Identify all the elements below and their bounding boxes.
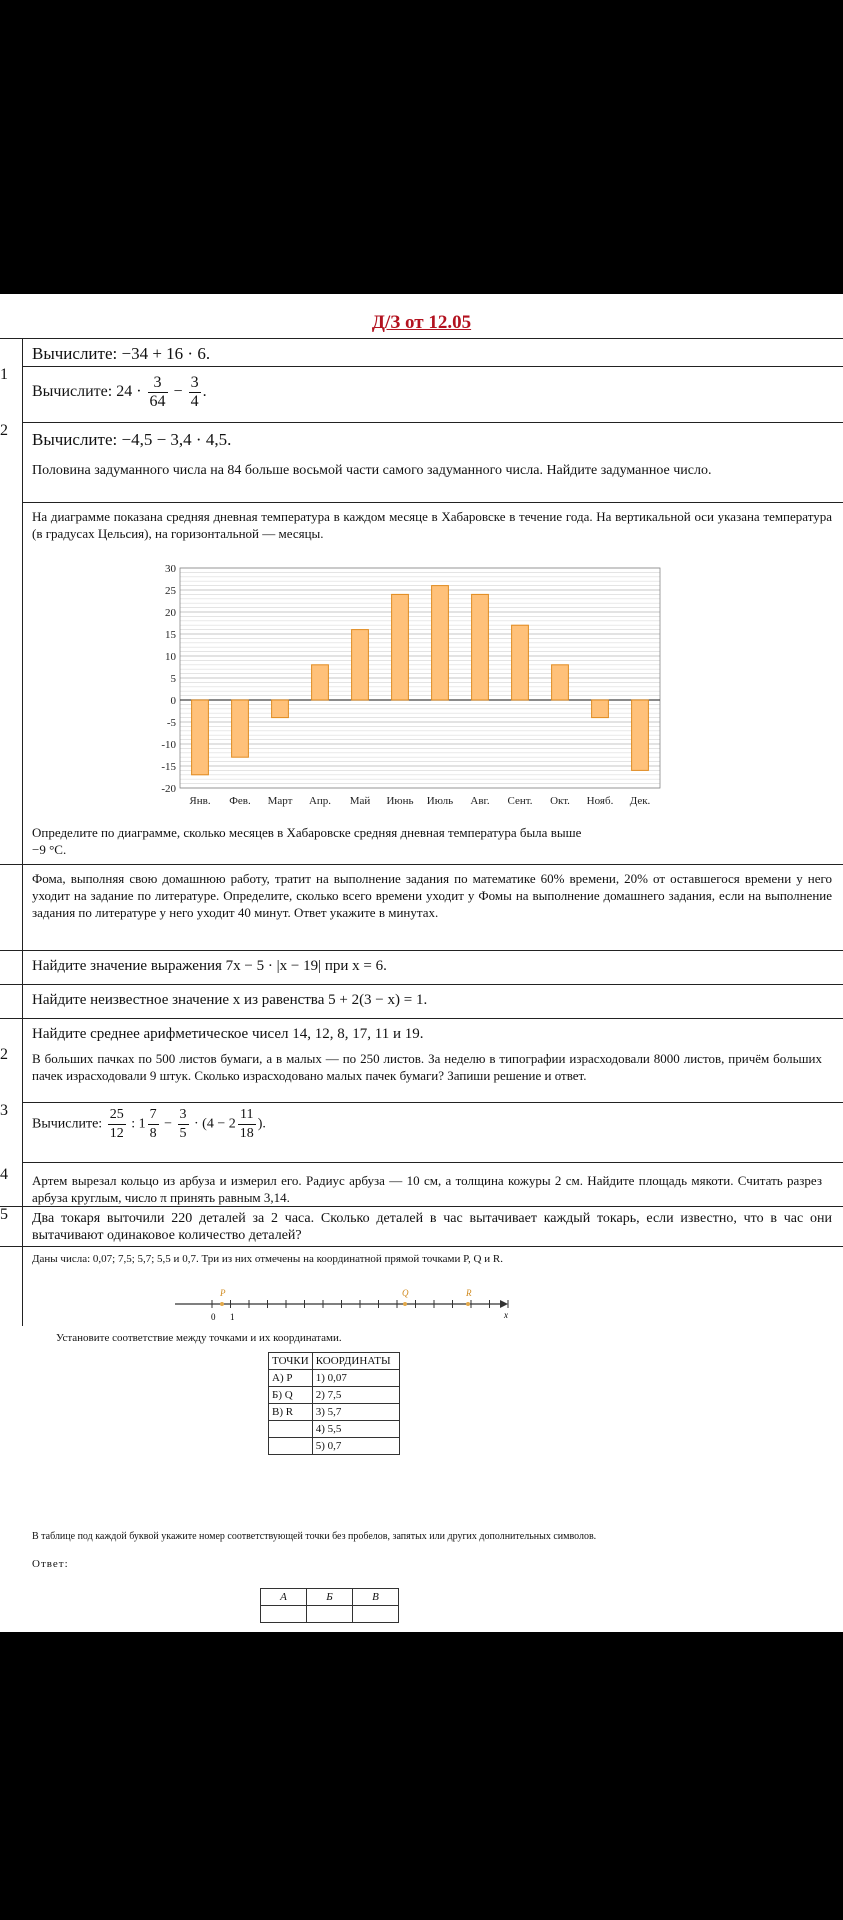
y-tick-label: 10 [165,651,176,663]
bar [392,594,409,700]
x-tick-label: Июнь [386,795,414,807]
bar [472,594,489,700]
bar [312,665,329,700]
bar [352,630,369,700]
task-1-text: Вычислите: −34 + 16 · 6. [32,344,211,363]
fraction: $\frac{7}{8}$ [149,1107,157,1141]
bar [192,700,209,775]
divider [22,1162,843,1163]
x-tick-label: Май [349,795,371,807]
x-axis-label: x [504,1310,508,1320]
divider [22,366,843,367]
task-2-prefix: Вычислите: 24 · [32,383,142,401]
fraction: $\frac{3}{5}$ [179,1107,187,1141]
task-14-note: В таблице под каждой буквой укажите номер соответствующей точки без пробелов, запятых или других дополнительных символов. [32,1531,597,1542]
x-tick-label: Июль [426,795,454,807]
point-p [220,1302,224,1306]
task-7-text: Найдите значение выражения 7x − 5 · |x − 19| при x = 6. [32,958,387,974]
y-tick-label: -5 [166,717,176,729]
task-9-text: Найдите среднее арифметическое чисел 14, 12, 8, 17, 11 и 19. [32,1026,424,1042]
page-title: Д/З от 12.05 [371,312,472,333]
table-row: 4) 5,5 [269,1421,400,1438]
task-3-text: Вычислите: −4,5 − 3,4 · 4,5. [32,430,232,449]
bar [552,665,569,700]
fraction: $\frac{11}{18}$ [239,1107,254,1141]
margin-number: 2 [0,1046,8,1063]
answer-cell-v[interactable] [353,1606,399,1623]
divider [0,338,843,339]
x-tick-label: Дек. [629,795,651,807]
fraction: $\frac{25}{12}$ [109,1107,124,1141]
match-table [268,1352,400,1455]
y-tick-label: 25 [165,585,176,597]
task-8-text: Найдите неизвестное значение x из равенства 5 + 2(3 − x) = 1. [32,992,428,1008]
worksheet-page [0,294,843,1632]
answer-table [260,1588,399,1623]
margin-number: 3 [0,1102,8,1119]
task-5-text: На диаграмме показана средняя дневная температура в каждом месяце в Хабаровске в течение года. На вертикальной оси указана температура (в градусах Цельсия), на горизонтальной — месяцы. [32,509,832,541]
divider [22,502,843,503]
task-14-match: Установите соответствие между точками и их координатами. [56,1332,342,1344]
header-cell: КООРДИНАТЫ [312,1353,399,1370]
number-line [170,1284,510,1324]
fraction: $\frac{3}{64}$ [149,374,166,410]
margin-number: 2 [0,422,8,439]
bar [272,700,289,718]
task-10-text: В больших пачках по 500 листов бумаги, а в малых — по 250 листов. За неделю в типографии израсходовали 8000 листов, причём больших пачек израсходовали 9 штук. Сколько израсходовано малых пачек бумаги? Запиши решение и ответ. [32,1051,822,1083]
divider [22,422,843,423]
y-tick-label: -20 [161,783,176,795]
task-6-text: Фома, выполняя свою домашнюю работу, тратит на выполнение задания по математике 60% времени, 20% от оставшегося времени у него уходит на задание по литературе. Определите, сколько всего времени уходит у Фомы на выполнение домашнего задания, если на выполнение задания по литературе у него уходит 40 минут. Ответ укажите в минутах. [32,871,832,920]
divider [0,984,843,985]
answer-col-a: А [261,1589,307,1606]
answer-label: Ответ: [32,1558,69,1570]
table-row: 5) 0,7 [269,1438,400,1455]
bar [632,700,649,770]
x-tick-label: Апр. [308,795,332,807]
y-tick-label: -15 [161,761,176,773]
task-12-text: Артем вырезал кольцо из арбуза и измерил его. Радиус арбуза — 10 см, а толщина кожуры 2 см. Найдите площадь мякоти. Считать разрез арбуза круглым, число π принять равным 3,14. [32,1173,822,1205]
bar [232,700,249,757]
temperature-chart [30,554,670,824]
y-tick-label: 15 [165,629,176,641]
y-tick-label: 0 [170,695,176,707]
divider [0,1246,843,1247]
divider [0,864,843,865]
margin-rule [22,338,23,1326]
point-q [403,1302,407,1306]
x-tick-label: Фев. [229,795,251,807]
divider [0,1018,843,1019]
x-tick-label: Март [267,795,293,807]
x-tick-label: Авг. [470,795,490,807]
x-tick-label: Янв. [189,795,211,807]
bar [432,586,449,700]
fraction: $\frac{3}{4}$ [190,374,199,410]
answer-col-v: В [353,1589,399,1606]
divider [0,950,843,951]
answer-cell-a[interactable] [261,1606,307,1623]
y-tick-label: 5 [170,673,176,685]
table-row: А) P 1) 0,07 [269,1370,400,1387]
table-row: В) R 3) 5,7 [269,1404,400,1421]
answer-cell-b[interactable] [307,1606,353,1623]
x-tick-label: Сент. [507,795,533,807]
margin-number: 5 [0,1206,8,1223]
task-2-expression: Вычислите: 24 · $\frac{3}{64}$ − $\frac{3}{4}$ . [32,374,207,410]
y-tick-label: 30 [165,563,176,575]
task-4-text: Половина задуманного числа на 84 больше восьмой части самого задуманного числа. Найдите задуманное число. [32,463,712,478]
zero-label: 0 [211,1312,216,1322]
point-r-label: R [466,1288,472,1298]
margin-number: 1 [0,366,8,383]
y-tick-label: 20 [165,607,176,619]
divider [22,1102,843,1103]
point-r [466,1302,470,1306]
y-tick-label: -10 [161,739,176,751]
x-tick-label: Нояб. [586,795,614,807]
task-14-text: Даны числа: 0,07; 7,5; 5,7; 5,5 и 0,7. Три из них отмечены на координатной прямой точками P, Q и R. [32,1253,503,1265]
divider [0,1206,843,1207]
point-q-label: Q [402,1288,409,1298]
x-tick-label: Окт. [550,795,570,807]
bar [512,625,529,700]
point-p-label: P [220,1288,226,1298]
margin-number: 4 [0,1166,8,1183]
bar [592,700,609,718]
table-header-row [269,1353,400,1370]
answer-col-b: Б [307,1589,353,1606]
one-label: 1 [230,1312,235,1322]
header-cell: ТОЧКИ [269,1353,313,1370]
task-5-question: Определите по диаграмме, сколько месяцев в Хабаровске средняя дневная температура была выше −9 °C. [32,825,582,857]
task-13-text: Два токаря выточили 220 деталей за 2 часа. Сколько деталей в час вытачивает каждый токарь, если известно, что в час они вытачивают одинаковое количество деталей? [32,1211,832,1243]
task-11-expression: Вычислите: $\frac{25}{12}$ : 1 $\frac{7}{8}$ − $\frac{3}{5}$ · (4 − 2 $\frac{11}{18}$ ). [32,1107,266,1141]
table-row: Б) Q 2) 7,5 [269,1387,400,1404]
